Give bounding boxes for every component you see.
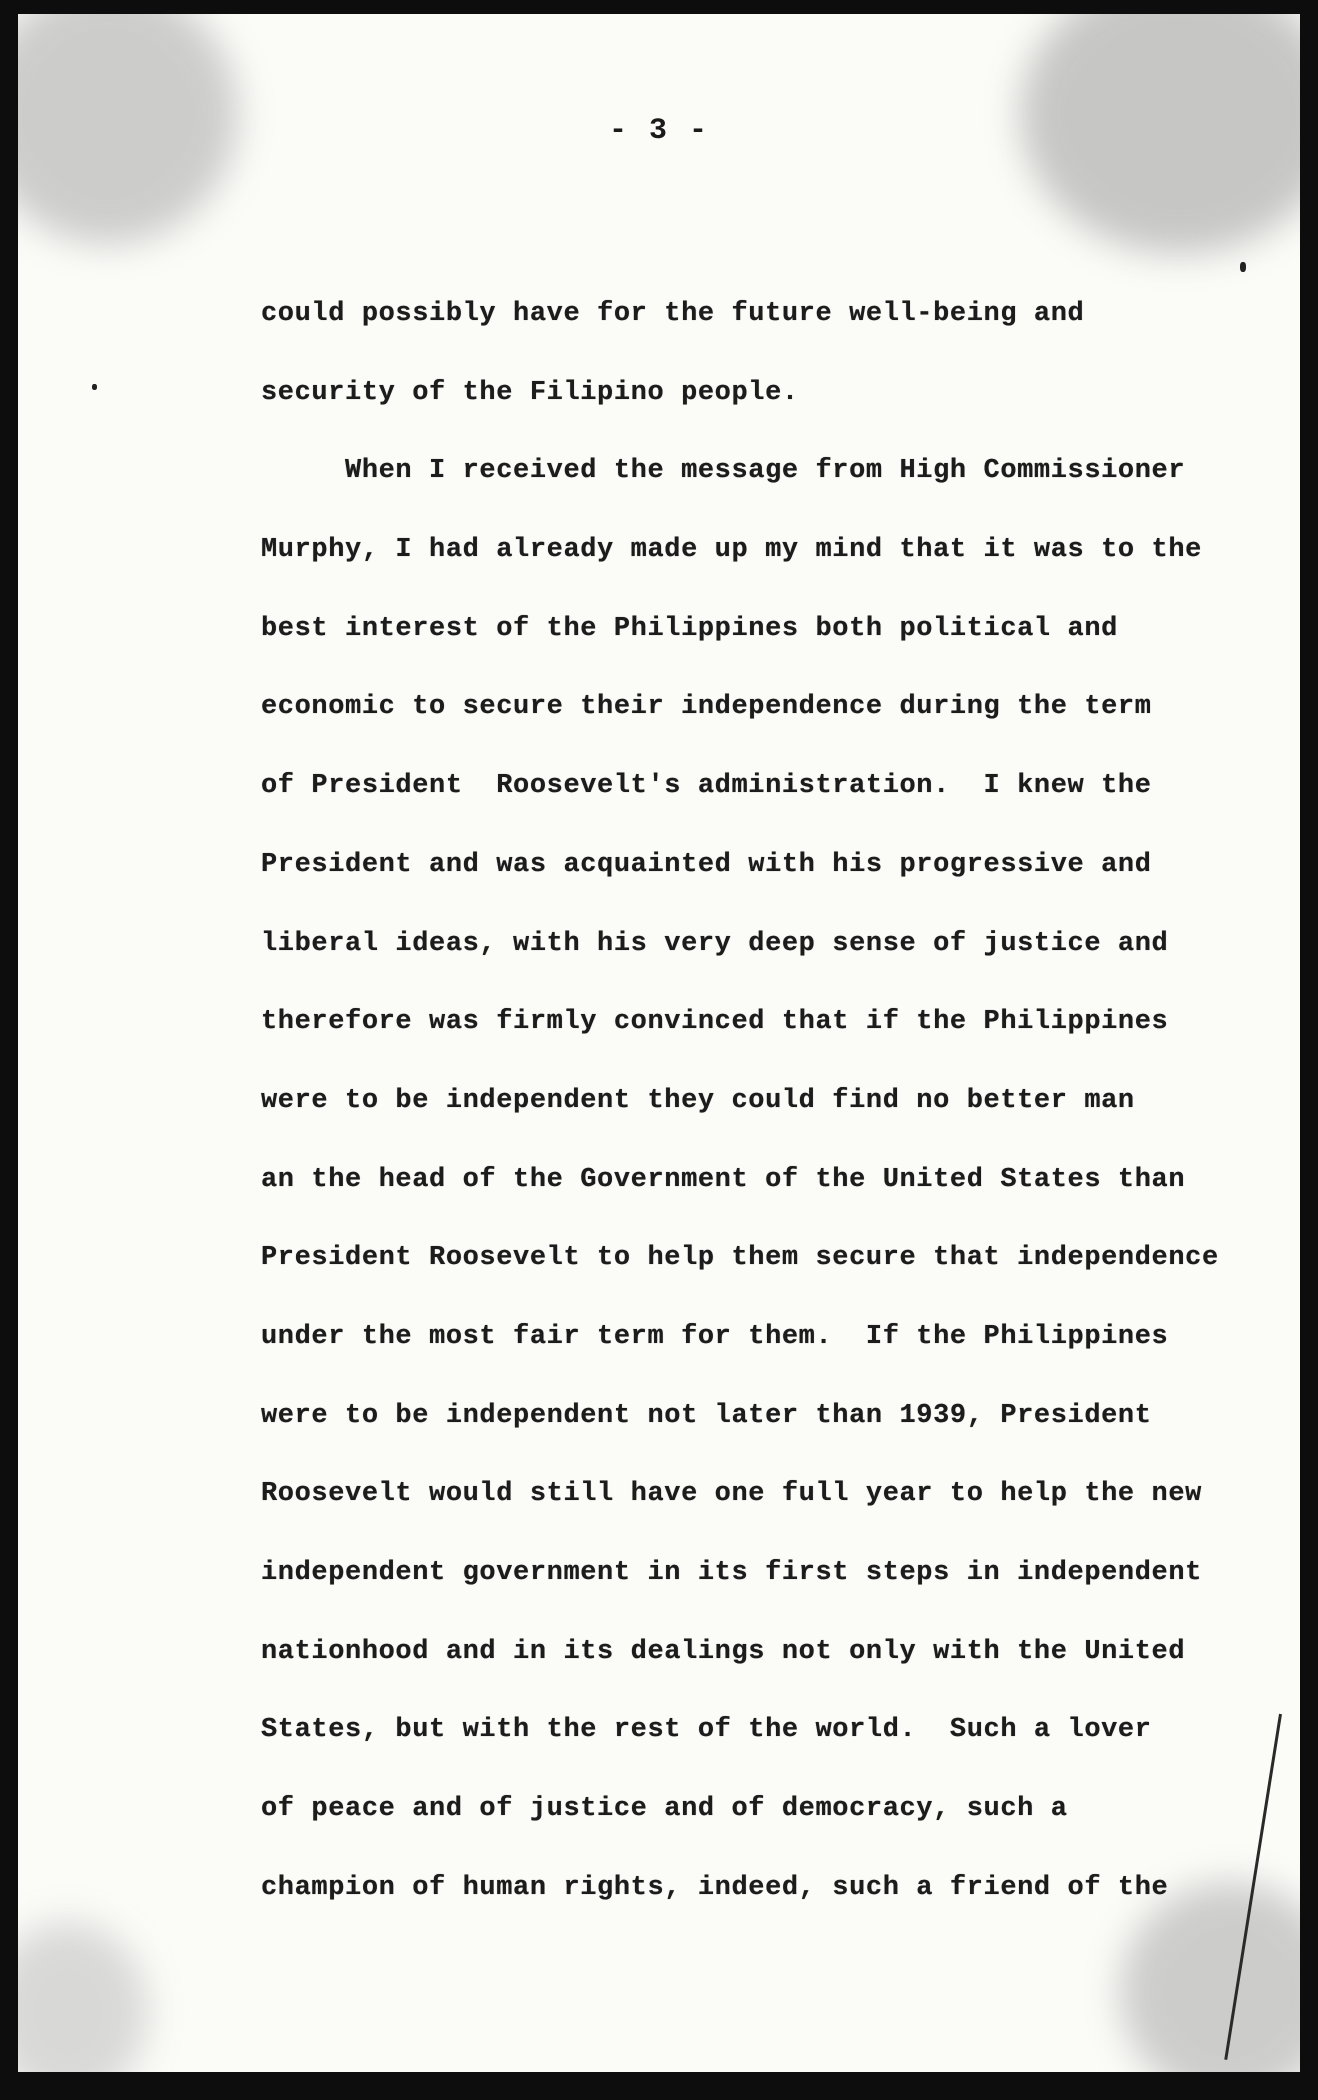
text-line: nationhood and in its dealings not only with the United <box>261 1636 1186 1667</box>
text-line: States, but with the rest of the world. Such a lover <box>261 1715 1152 1746</box>
text-line: champion of human rights, indeed, such a friend of the <box>261 1872 1169 1903</box>
text-line: Murphy, I had already made up my mind that it was to the <box>261 535 1202 566</box>
text-line: security of the Filipino people. <box>261 377 799 408</box>
text-line: were to be independent they could find no better man <box>261 1085 1135 1116</box>
corner-smudge <box>18 1922 148 2072</box>
text-line: of President Roosevelt's administration. I knew the <box>261 771 1152 802</box>
text-line: economic to secure their independence during the term <box>261 692 1152 723</box>
paper-sheet <box>18 14 1300 2072</box>
ink-speck <box>1240 262 1246 272</box>
text-line: best interest of the Philippines both political and <box>261 613 1118 644</box>
text-line: of peace and of justice and of democracy, such a <box>261 1794 1068 1825</box>
text-line: President and was acquainted with his progressive and <box>261 849 1152 880</box>
text-line: were to be independent not later than 1939, President <box>261 1400 1152 1431</box>
text-line: could possibly have for the future well-being and <box>261 299 1085 329</box>
text-line: liberal ideas, with his very deep sense of justice and <box>261 928 1169 959</box>
text-line: President Roosevelt to help them secure that independence <box>261 1243 1219 1274</box>
text-line: independent government in its first steps in independent <box>261 1558 1202 1588</box>
body-text <box>261 292 1221 1944</box>
text-line: therefore was firmly convinced that if the Philippines <box>261 1007 1169 1038</box>
ink-speck <box>92 384 97 390</box>
text-line: Roosevelt would still have one full year to help the new <box>261 1479 1202 1510</box>
page-number: - 3 - <box>608 114 709 148</box>
text-line: When I received the message from High Commissioner <box>261 456 1186 487</box>
text-line: under the most fair term for them. If the Philippines <box>261 1321 1169 1352</box>
text-line: an the head of the Government of the United States than <box>261 1164 1186 1195</box>
